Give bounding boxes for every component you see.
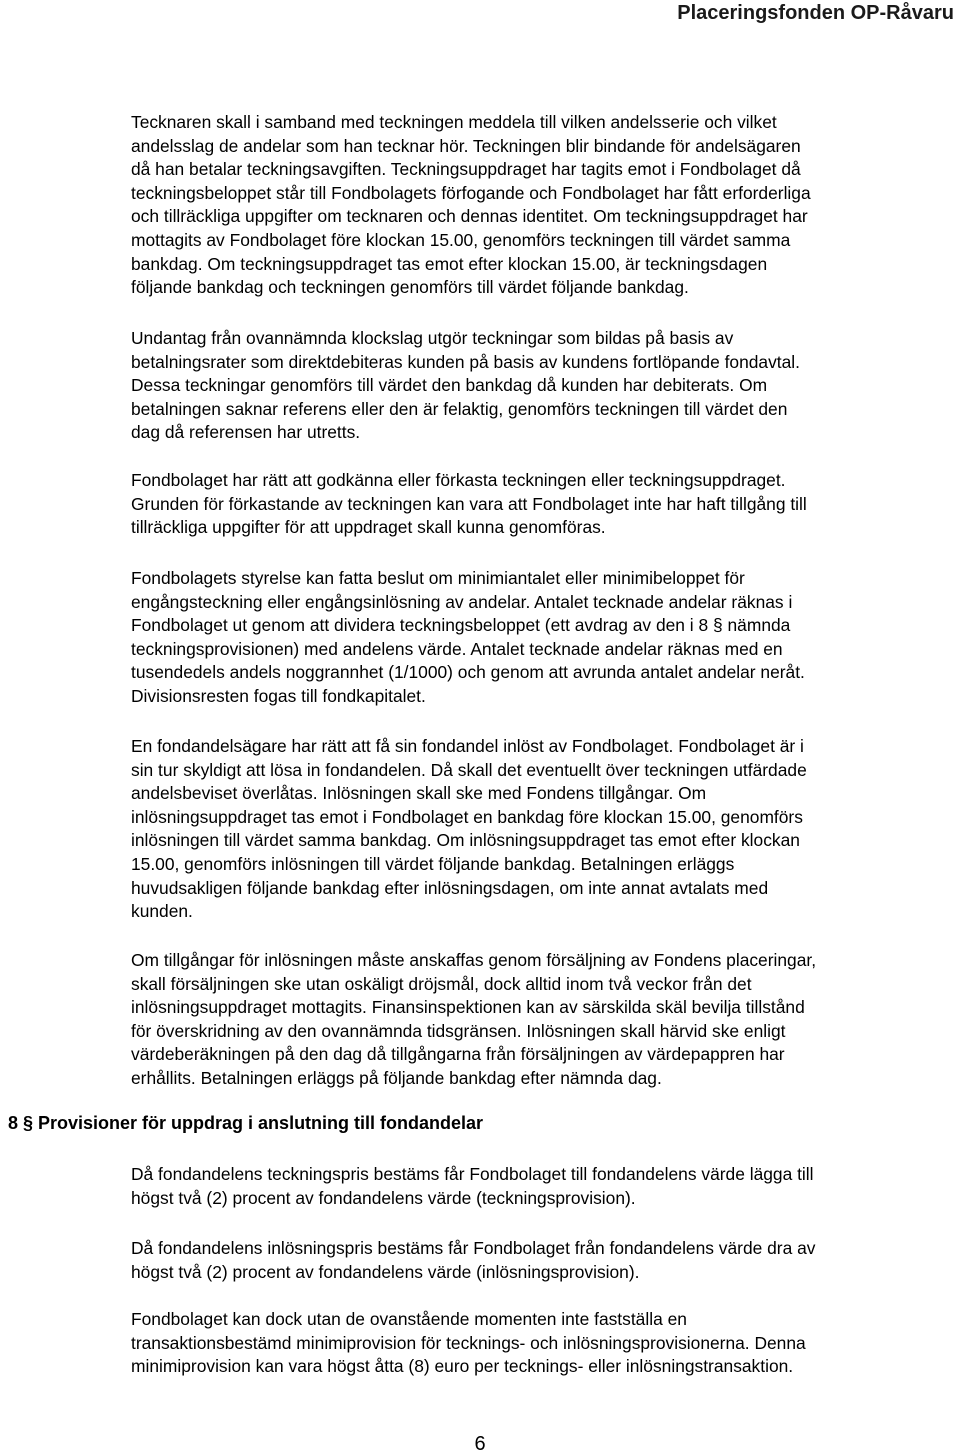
paragraph-minimum-amounts: Fondbolagets styrelse kan fatta beslut om minimiantalet eller minimibeloppet för engångsteckning eller engångsinlösning av andelar. Antalet tecknade andelar räknas i Fondbolaget ut genom att dividera teckningsbeloppet (ett avdrag av den i 8 § nämnda teckningsprovisionen) med andelens värde. Antalet tecknade andelar räknas med en tusendedels andels noggrannhet (1/1000) och genom att avrunda antalet andelar neråt. Divisionsresten fogas till fondkapitalet. bbox=[131, 568, 805, 706]
paragraph-redemption-sale: Om tillgångar för inlösningen måste anskaffas genom försäljning av Fondens placeringar, skall försäljningen ske utan oskäligt dröjsmål, dock alltid inom två veckor från det inlösningsuppdraget mottagits. Finansinspektionen kan av särskilda skäl bevilja tillstånd för överskridning av den ovannämnda tidsgränsen. Inlösningen skall härvid ske enligt värdeberäkningen på den dag då tillgångarna från försäljningen av värdepappren har erhållits. Betalningen erläggs på följande bankdag efter nämnda dag. bbox=[131, 950, 817, 1088]
page-number: 6 bbox=[474, 1433, 486, 1455]
section-heading: 8 § Provisioner för uppdrag i anslutning till fondandelar bbox=[8, 1113, 484, 1133]
paragraph-subscription: Tecknaren skall i samband med teckningen meddela till vilken andelsserie och vilket andelsslag de andelar som han tecknar hör. Teckningen blir bindande för andelsägaren då han betalar teckningsavgiften. Teckningsuppdraget har tagits emot i Fondbolaget då teckningsbeloppet står till Fondbolagets förfogande och Fondbolaget har fått erforderliga och tillräckliga uppgifter om tecknaren och dennas identitet. Om teckningsuppdraget har mottagits av Fondbolaget före klockan 15.00, genomförs teckningen till värdet samma bankdag. Om teckningsuppdraget tas emot efter klockan 15.00, är teckningsdagen följande bankdag och teckningen genomförs till värdet följande bankdag. bbox=[131, 112, 811, 298]
paragraph-redemption: En fondandelsägare har rätt att få sin fondandel inlöst av Fondbolaget. Fondbolaget är i sin tur skyldigt att lösa in fondandelen. Då skall det eventuellt över teckningen utfärdade andelsbeviset överlåtas. Inlösningen skall ske med Fondens tillgångar. Om inlösningsuppdraget tas emot i Fondbolaget en bankdag före klockan 15.00, genomförs inlösningen till värdet samma bankdag. Om inlösningsuppdraget tas emot efter klockan 15.00, genomförs inlösningen till värdet följande bankdag. Betalningen erläggs huvudsakligen följande bankdag efter inlösningsdagen, om inte annat avtalats med kunden. bbox=[131, 736, 807, 922]
paragraph-right-to-reject: Fondbolaget har rätt att godkänna eller förkasta teckningen eller teckningsuppdraget. Grunden för förkastande av teckningen kan vara att Fondbolaget inte har haft tillgång till tillräckliga uppgifter för att uppdraget skall kunna genomföras. bbox=[131, 470, 807, 538]
paragraph-redemption-fee: Då fondandelens inlösningspris bestäms får Fondbolaget från fondandelens värde dra av högst två (2) procent av fondandelens värde (inlösningsprovision). bbox=[131, 1238, 816, 1282]
paragraph-minimum-fee: Fondbolaget kan dock utan de ovanstående momenten inte fastställa en transaktionsbestämd minimiprovision för tecknings- och inlösningsprovisionerna. Denna minimiprovision kan vara högst åtta (8) euro per tecknings- eller inlösningstransaktion. bbox=[131, 1309, 806, 1377]
paragraph-subscription-fee: Då fondandelens teckningspris bestäms får Fondbolaget till fondandelens värde lägga till högst två (2) procent av fondandelens värde (teckningsprovision). bbox=[131, 1164, 814, 1208]
document-header-title: Placeringsfonden OP-Råvaru bbox=[677, 2, 954, 24]
paragraph-subscription-exception: Undantag från ovannämnda klockslag utgör teckningar som bildas på basis av betalningsrater som direktdebiteras kunden på basis av kundens fortlöpande fondavtal. Dessa teckningar genomförs till värdet den bankdag då kunden har debiterats. Om betalningen saknar referens eller den är felaktig, genomförs teckningen till värdet den dag då referensen har utretts. bbox=[131, 328, 800, 443]
